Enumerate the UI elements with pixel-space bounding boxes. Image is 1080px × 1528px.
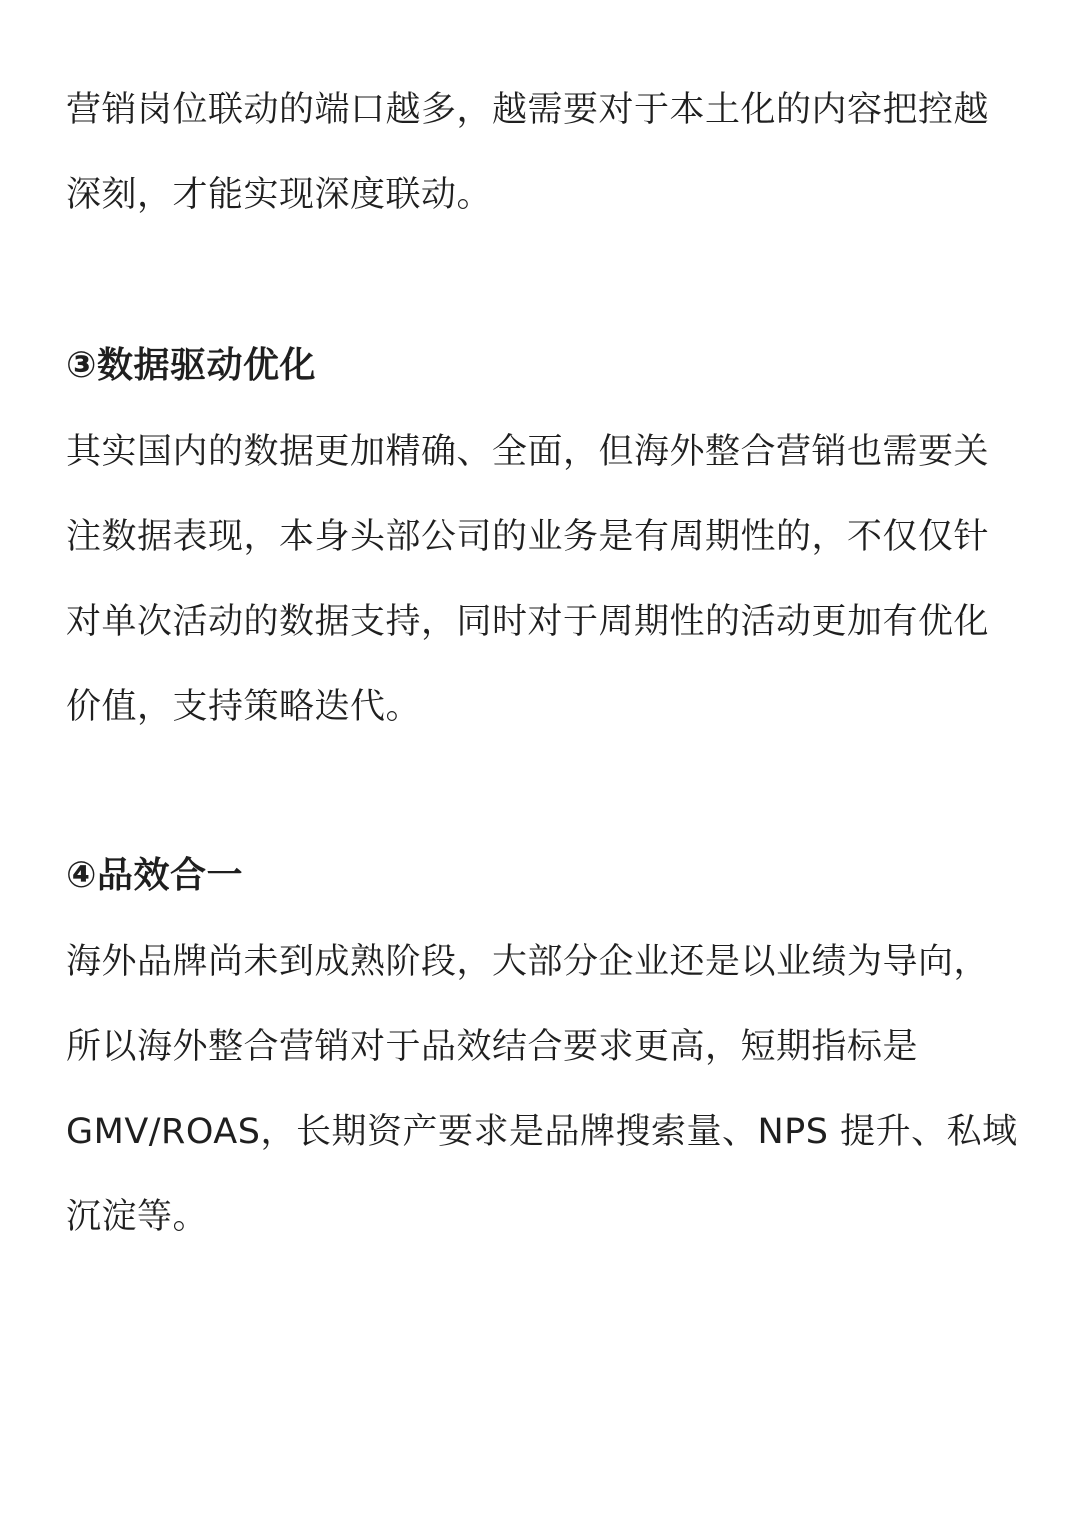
paragraph-line: 沉淀等。 [66, 1197, 209, 1237]
paragraph-data-driven [66, 410, 1026, 750]
paragraph-intro [66, 68, 1026, 238]
section-heading-data-driven: ③数据驱动优化 [66, 345, 316, 386]
paragraph-line: 注数据表现，本身头部公司的业务是有周期性的，不仅仅针 [66, 517, 990, 557]
paragraph-line: 海外品牌尚未到成熟阶段，大部分企业还是以业绩为导向， [66, 942, 990, 982]
section-heading-brand-effect: ④品效合一 [66, 855, 243, 896]
paragraph-line: 深刻，才能实现深度联动。 [66, 175, 493, 215]
paragraph-line: 价值，支持策略迭代。 [66, 687, 422, 727]
paragraph-line: 其实国内的数据更加精确、全面，但海外整合营销也需要关 [66, 432, 990, 472]
paragraph-line: 对单次活动的数据支持，同时对于周期性的活动更加有优化 [66, 602, 990, 642]
paragraph-line: GMV/ROAS，长期资产要求是品牌搜索量、NPS 提升、私域 [66, 1112, 1018, 1152]
paragraph-brand-effect [66, 920, 1026, 1260]
paragraph-line: 营销岗位联动的端口越多，越需要对于本土化的内容把控越 [66, 90, 990, 130]
paragraph-line: 所以海外整合营销对于品效结合要求更高，短期指标是 [66, 1027, 919, 1067]
